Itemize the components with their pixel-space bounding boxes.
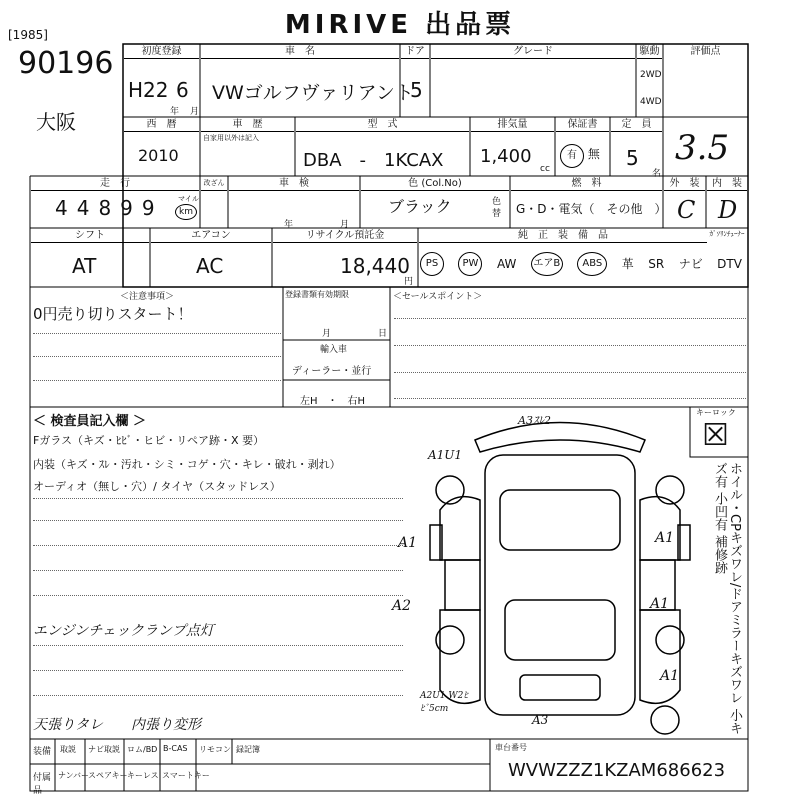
windshield <box>505 600 615 660</box>
equip-ps: PS <box>420 252 444 276</box>
model-value: DBA - 1KCAX <box>303 150 444 171</box>
vin-value: WVWZZZ1KZAM686623 <box>508 760 726 781</box>
rear-window <box>500 490 620 550</box>
equip-dtv: DTV <box>717 257 742 271</box>
mark-a3-bottom: A3 <box>532 713 549 727</box>
history-label: 車 歴 <box>201 118 294 132</box>
equip-aw: AW <box>496 257 517 271</box>
mark-a2u1: A2U1 W2ﾋﾋﾞ5cm <box>420 691 468 714</box>
doors-value: 5 <box>410 78 423 102</box>
warranty-label: 保証書 <box>556 118 609 132</box>
import-value: ディーラー・並行 <box>292 366 372 377</box>
reg-era: H22 <box>128 78 169 102</box>
footer-spare-key: スペアキー <box>88 771 128 780</box>
doc-day: 日 <box>378 329 388 339</box>
audio-line: オーディオ（無し・穴）/ タイヤ（スタッドレス） <box>33 480 281 493</box>
mark-a1u1: A1U1 <box>428 448 463 462</box>
car-body-outline <box>485 455 635 715</box>
footer-plate: ナンバー <box>58 771 90 780</box>
inspection-note-1: エンジンチェックランプ点灯 <box>33 623 214 639</box>
warranty-no: 無 <box>587 147 600 161</box>
lot-number: 90196 <box>18 46 114 81</box>
capacity-label: 定 員 <box>611 118 662 132</box>
import-label: 輸入車 <box>320 345 348 355</box>
name-label: 車 名 <box>201 45 399 59</box>
capacity-value: 5 <box>626 146 639 170</box>
footer-record: 録記簿 <box>236 745 260 754</box>
footer-manual: 取説 <box>60 745 76 754</box>
year-label: 年 <box>170 107 180 117</box>
year-header: 西 暦 <box>124 118 199 132</box>
color-label: 色 (Col.No) <box>361 177 509 191</box>
mark-a1-right-top: A1 <box>655 530 675 546</box>
history-note: 自家用以外は記入 <box>203 134 259 142</box>
form-title: MIRIVE 出品票 <box>284 10 516 40</box>
shift-label: シフト <box>31 229 149 243</box>
recycle-value: 18,440 <box>340 254 410 278</box>
equip-airbag: エアB <box>531 252 563 276</box>
cc-unit: cc <box>540 164 550 174</box>
equip-sr: SR <box>648 257 665 271</box>
keylock-label: キーロック <box>696 408 736 417</box>
doors-label: ドア <box>401 45 429 59</box>
glass-line: Fガラス（キズ・ﾋﾋﾞ・ヒビ・リペア跡・X 要） <box>33 434 265 447</box>
exterior-label: 外 装 <box>664 177 705 191</box>
mileage-label: 走 行 <box>31 177 199 191</box>
shaken-month: 月 <box>340 220 350 230</box>
interior-value: D <box>718 196 738 224</box>
warranty-yes: 有 <box>560 144 584 168</box>
front-right-fender <box>640 610 680 703</box>
notes-text: 0円売り切りスタート！ <box>33 305 193 323</box>
footer-bcas: B-CAS <box>163 744 188 753</box>
exterior-value: C <box>677 196 696 224</box>
mark-a3-top: A3ｽﾚ2 <box>518 414 551 427</box>
location: 大阪 <box>36 110 76 134</box>
mark-a1-left: A1 <box>398 535 418 551</box>
grade-label: グレード <box>431 45 635 59</box>
color-value: ブラック <box>388 197 452 216</box>
shaken-label: 車 検 <box>229 177 359 191</box>
shift-value: AT <box>72 254 97 278</box>
equip-navi: ナビ <box>678 257 703 271</box>
reg-month: 6 <box>176 78 189 102</box>
inspection-label: ＜ 検査員記入欄 ＞ <box>33 414 147 429</box>
vin-label: 車台番号 <box>495 743 527 752</box>
mark-a1-right: A1 <box>650 596 670 612</box>
cc-label: 排気量 <box>471 118 554 132</box>
doc-month: 月 <box>322 329 332 339</box>
mileage-unit-mile: マイル <box>178 195 199 203</box>
drive-2wd: 2WD <box>640 70 662 80</box>
drive-4wd: 4WD <box>640 97 662 107</box>
footer-label-2: 付属品 <box>33 773 52 796</box>
model-label: 型 式 <box>296 118 469 132</box>
color-change-label: 色替 <box>492 197 502 219</box>
keylock-mark: ☒ <box>702 418 729 453</box>
rear-right-fender <box>640 497 680 560</box>
reg-label: 初度登録 <box>124 45 199 59</box>
mark-a2-left: A2 <box>392 598 412 614</box>
interior-line: 内装（キズ・ｽﾚ・汚れ・シミ・コゲ・穴・キレ・破れ・剥れ） <box>33 458 341 471</box>
mark-a1-bottom-right: A1 <box>660 668 680 684</box>
fuel-label: 燃 料 <box>511 177 662 191</box>
footer-navi-manual: ナビ取説 <box>88 745 120 754</box>
ac-value: AC <box>196 254 224 278</box>
lot-code: [1985] <box>8 28 48 42</box>
footer-smart-key: スマートキー <box>162 771 210 780</box>
mileage-unit-km: km <box>175 204 197 220</box>
meter-label: 改ざん <box>201 177 227 191</box>
recycle-label: リサイクル預託金 <box>273 229 417 243</box>
fuel-value: G・D・電気（ その他 ） <box>516 202 667 216</box>
tuner-label: ｶﾞｿﾘﾝﾁｭｰﾅｰ <box>709 230 745 238</box>
inspection-note-2: 天張りタレ 内張り変形 <box>33 717 201 733</box>
equip-pw: PW <box>458 252 482 276</box>
score-value: 3.5 <box>675 128 730 168</box>
rear-left-fender <box>440 497 480 560</box>
year-value: 2010 <box>138 146 179 165</box>
month-label: 月 <box>190 107 200 117</box>
footer-rom: ロム/BD <box>127 745 158 754</box>
cc-value: 1,400 <box>480 146 532 167</box>
drive-label: 駆動 <box>637 45 662 59</box>
warranty-options <box>560 144 600 168</box>
recycle-unit: 円 <box>404 277 414 287</box>
mileage-value: 44899 <box>55 196 164 220</box>
doc-label: 登録書類有効期限 <box>285 290 349 299</box>
notes-label: ＜注意事項＞ <box>120 292 175 302</box>
shaken-year: 年 <box>284 220 294 230</box>
ac-label: エアコン <box>151 229 271 243</box>
hand-value: 左H ・ 右H <box>300 396 366 407</box>
front-grille <box>520 675 600 700</box>
footer-label-1: 装備 <box>33 747 52 757</box>
footer-keyless: キーレス <box>127 771 159 780</box>
equipment-label: 純 正 装 備 品 <box>419 229 707 243</box>
footer-remote: リモコン <box>199 745 231 754</box>
side-note: ホイル・CPキズワレ/ドアミラーキズワレ 小キズ有 小凹有 補修跡 <box>712 462 742 735</box>
rear-bumper <box>475 423 645 453</box>
equipment-list <box>420 252 748 276</box>
interior-label: 内 装 <box>707 177 747 191</box>
sales-label: ＜セールスポイント＞ <box>393 292 483 302</box>
equip-abs: ABS <box>577 252 607 276</box>
capacity-unit: 名 <box>652 169 662 179</box>
left-door <box>445 560 480 610</box>
equip-leather: 革 <box>621 257 634 271</box>
score-label: 評価点 <box>690 46 721 57</box>
car-name: VWゴルフヴァリアント <box>212 82 414 104</box>
spare-wheel <box>651 706 679 734</box>
